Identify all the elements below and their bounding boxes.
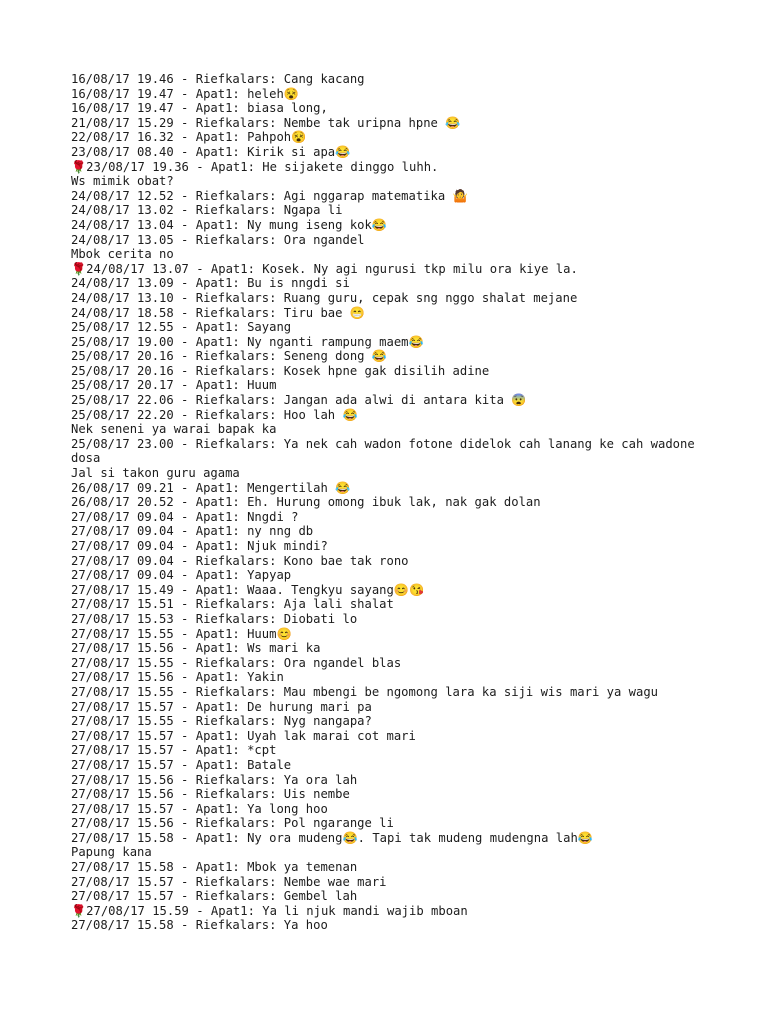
chat-line: 25/08/17 12.55 - Apat1: Sayang (71, 320, 292, 335)
chat-line: 27/08/17 15.57 - Apat1: *cpt (71, 743, 277, 758)
chat-line: 24/08/17 13.02 - Riefkalars: Ngapa li (71, 203, 343, 218)
chat-line: Papung kana (71, 845, 152, 860)
chat-line: 27/08/17 15.56 - Riefkalars: Ya ora lah (71, 772, 358, 787)
chat-log (71, 72, 711, 933)
chat-line: 16/08/17 19.46 - Riefkalars: Cang kacang (71, 72, 365, 86)
chat-line: 24/08/17 13.09 - Apat1: Bu is nngdi si (71, 276, 350, 291)
chat-line: 27/08/17 15.58 - Apat1: Ny ora mudeng😂. Tapi tak mudeng mudengna lah😂 (71, 830, 593, 845)
chat-line: 24/08/17 13.04 - Apat1: Ny mung iseng kok😂 (71, 217, 388, 232)
chat-line: 27/08/17 15.56 - Riefkalars: Pol ngarange li (71, 816, 394, 831)
chat-line: 🌹24/08/17 13.07 - Apat1: Kosek. Ny agi ngurusi tkp milu ora kiye la. (71, 261, 578, 276)
chat-line: 27/08/17 09.04 - Apat1: Nngdi ? (71, 509, 299, 524)
chat-line: 27/08/17 15.58 - Apat1: Mbok ya temenan (71, 860, 358, 875)
chat-line: 25/08/17 22.20 - Riefkalars: Hoo lah 😂 (71, 407, 358, 422)
chat-line: 21/08/17 15.29 - Riefkalars: Nembe tak uripna hpne 😂 (71, 115, 461, 130)
chat-line: 27/08/17 15.57 - Apat1: De hurung mari pa (71, 699, 372, 714)
chat-line: 27/08/17 09.04 - Apat1: Njuk mindi? (71, 539, 328, 553)
chat-line: 27/08/17 15.56 - Apat1: Ws mari ka (71, 641, 321, 656)
chat-line: 27/08/17 15.49 - Apat1: Waaa. Tengkyu sayang😊😘 (71, 582, 425, 597)
chat-line: 25/08/17 22.06 - Riefkalars: Jangan ada alwi di antara kita 😨 (71, 393, 527, 408)
chat-line: 27/08/17 09.04 - Apat1: ny nng db (71, 524, 314, 539)
chat-line: 24/08/17 18.58 - Riefkalars: Tiru bae 😁 (71, 305, 365, 320)
chat-line: 27/08/17 15.57 - Apat1: Ya long hoo (71, 801, 328, 816)
chat-line: 27/08/17 15.57 - Riefkalars: Nembe wae mari (71, 874, 387, 889)
chat-line: 25/08/17 20.16 - Riefkalars: Seneng dong 😂 (71, 349, 388, 364)
chat-line: 25/08/17 19.00 - Apat1: Ny nganti rampung maem😂 (71, 334, 424, 349)
chat-line: 16/08/17 19.47 - Apat1: biasa long, (71, 101, 328, 116)
chat-line: 25/08/17 20.17 - Apat1: Huum (71, 378, 277, 393)
chat-line: 27/08/17 15.51 - Riefkalars: Aja lali shalat (71, 597, 394, 612)
chat-line: 27/08/17 09.04 - Riefkalars: Kono bae tak rono (71, 553, 409, 568)
chat-line: 27/08/17 15.56 - Apat1: Yakin (71, 670, 284, 685)
chat-line: 27/08/17 15.53 - Riefkalars: Diobati lo (71, 611, 358, 626)
chat-line: 25/08/17 23.00 - Riefkalars: Ya nek cah wadon fotone didelok cah lanang ke cah wadone dosa (71, 436, 703, 466)
chat-line: 🌹23/08/17 19.36 - Apat1: He sijakete dinggo luhh. (71, 159, 439, 174)
chat-line: 🌹27/08/17 15.59 - Apat1: Ya li njuk mandi wajib mboan (71, 903, 468, 918)
chat-line: 22/08/17 16.32 - Apat1: Pahpoh😵 (71, 130, 307, 145)
chat-line: 25/08/17 20.16 - Riefkalars: Kosek hpne gak disilih adine (71, 363, 490, 378)
chat-line: 26/08/17 20.52 - Apat1: Eh. Hurung omong ibuk lak, nak gak dolan (71, 495, 541, 510)
chat-line: 27/08/17 15.55 - Riefkalars: Mau mbengi be ngomong lara ka siji wis mari ya wagu (71, 684, 658, 699)
chat-line: Ws mimik obat? (71, 174, 174, 189)
chat-line: 27/08/17 15.55 - Riefkalars: Ora ngandel blas (71, 655, 402, 670)
chat-line: 27/08/17 15.55 - Apat1: Huum😊 (71, 626, 292, 641)
chat-line: 27/08/17 15.56 - Riefkalars: Uis nembe (71, 787, 350, 802)
chat-line: 27/08/17 15.55 - Riefkalars: Nyg nangapa? (71, 714, 372, 729)
chat-line: Nek seneni ya warai bapak ka (71, 422, 277, 437)
chat-line: 24/08/17 12.52 - Riefkalars: Agi nggarap matematika 🤷 (71, 188, 468, 203)
chat-line: 26/08/17 09.21 - Apat1: Mengertilah 😂 (71, 480, 351, 495)
chat-line: 27/08/17 09.04 - Apat1: Yapyap (71, 568, 292, 583)
chat-line: 23/08/17 08.40 - Apat1: Kirik si apa😂 (71, 144, 351, 159)
chat-line: 27/08/17 15.58 - Riefkalars: Ya hoo (71, 918, 328, 933)
chat-line: 27/08/17 15.57 - Apat1: Uyah lak marai cot mari (71, 728, 416, 743)
chat-line: Mbok cerita no (71, 247, 174, 262)
chat-line: 16/08/17 19.47 - Apat1: heleh😵 (71, 86, 299, 101)
chat-line: 24/08/17 13.10 - Riefkalars: Ruang guru, cepak sng nggo shalat mejane (71, 290, 578, 305)
chat-line: 27/08/17 15.57 - Riefkalars: Gembel lah (71, 889, 358, 904)
chat-line: 27/08/17 15.57 - Apat1: Batale (71, 757, 292, 772)
chat-line: Jal si takon guru agama (71, 466, 240, 481)
chat-line: 24/08/17 13.05 - Riefkalars: Ora ngandel (71, 232, 365, 247)
